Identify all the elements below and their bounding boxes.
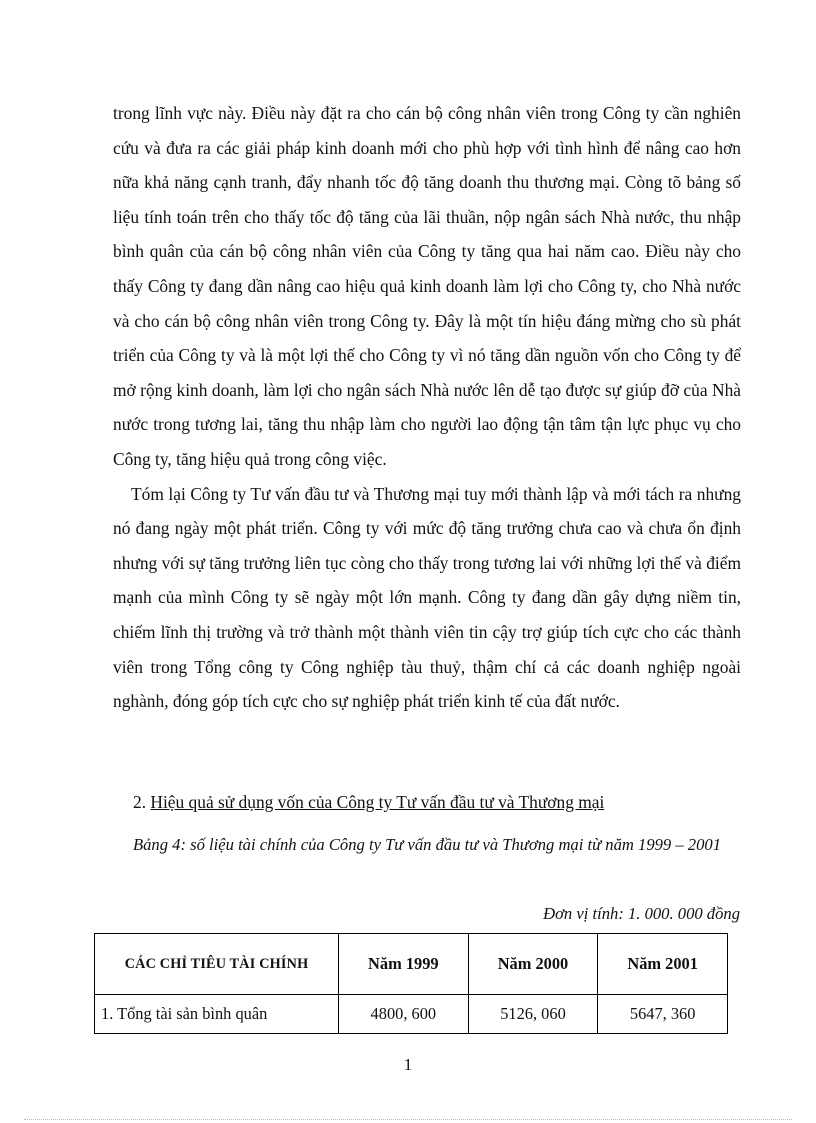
paragraph-1: trong lĩnh vực này. Điều này đặt ra cho cán bộ công nhân viên trong Công ty cần nghiên cứu và đưa ra các giải pháp kinh doanh mới cho phù hợp với tình hình để nâng cao hơn nữa khả năng cạnh tranh, đẩy nhanh tốc độ tăng doanh thu thương mại. Còng tõ bảng số liệu tính toán trên cho thấy tốc độ tăng của lãi thuần, nộp ngân sách Nhà nước, thu nhập bình quân của cán bộ công nhân viên của Công ty tăng qua hai năm cao. Điều này cho thấy Công ty đang dần nâng cao hiệu quả kinh doanh làm lợi cho Công ty, cho Nhà nước và cho cán bộ công nhân viên trong Công ty. Đây là một tín hiệu đáng mừng cho sù phát triển của Công ty và là một lợi thế cho Công ty vì nó tăng dần nguồn vốn cho Công ty để mở rộng kinh doanh, làm lợi cho ngân sách Nhà nước lên dễ tạo được sự giúp đỡ của Nhà nước trong tương lai, tăng thu nhập làm cho người lao động tận tâm tận lực phục vụ cho Công ty, tăng hiệu quả trong công việc.: [113, 103, 741, 469]
section-number: 2.: [133, 792, 147, 812]
page-number: 1: [403, 1055, 413, 1074]
cell-2000: 5126, 060: [468, 995, 598, 1034]
unit-note: Đơn vị tính: 1. 000. 000 đồng: [543, 904, 740, 923]
row-label: 1. Tổng tài sản bình quân: [95, 995, 339, 1034]
table-row: [95, 995, 728, 1034]
cell-2001: 5647, 360: [598, 995, 728, 1034]
table-header-row: [95, 934, 728, 995]
header-2000: Năm 2000: [468, 934, 598, 995]
table-caption: Bảng 4: số liệu tài chính của Công ty Tư vấn đầu tư và Thương mại từ năm 1999 – 2001: [132, 835, 721, 854]
header-1999: Năm 1999: [339, 934, 469, 995]
section-heading: [133, 785, 604, 819]
page-footer-divider: [24, 1119, 792, 1120]
header-2001: Năm 2001: [598, 934, 728, 995]
paragraph-2: Tóm lại Công ty Tư vấn đầu tư và Thương mại tuy mới thành lập và mới tách ra nhưng nó đang ngày một phát triển. Công ty với mức độ tăng trưởng chưa cao và chưa ổn định nhưng với sự tăng trưởng liên tục còng cho thấy trong tương lai với những lợi thế và điểm mạnh của mình Công ty sẽ ngày một lớn mạnh. Công ty đang dần gây dựng niềm tin, chiếm lĩnh thị trường và trở thành một thành viên tin cậy trợ giúp tích cực cho các thành viên trong Tổng công ty Công nghiệp tàu thuỷ, thậm chí cả các doanh nghiệp ngoài nghành, đóng góp tích cực cho sự nghiệp phát triển kinh tế của đất nước.: [113, 483, 741, 712]
body-text: [113, 96, 741, 719]
cell-1999: 4800, 600: [339, 995, 469, 1034]
financial-table: [94, 933, 728, 1034]
section-title: Hiệu quả sử dụng vốn của Công ty Tư vấn đầu tư và Thương mại: [150, 792, 605, 812]
header-indicator: CÁC CHỈ TIÊU TÀI CHÍNH: [95, 934, 339, 995]
